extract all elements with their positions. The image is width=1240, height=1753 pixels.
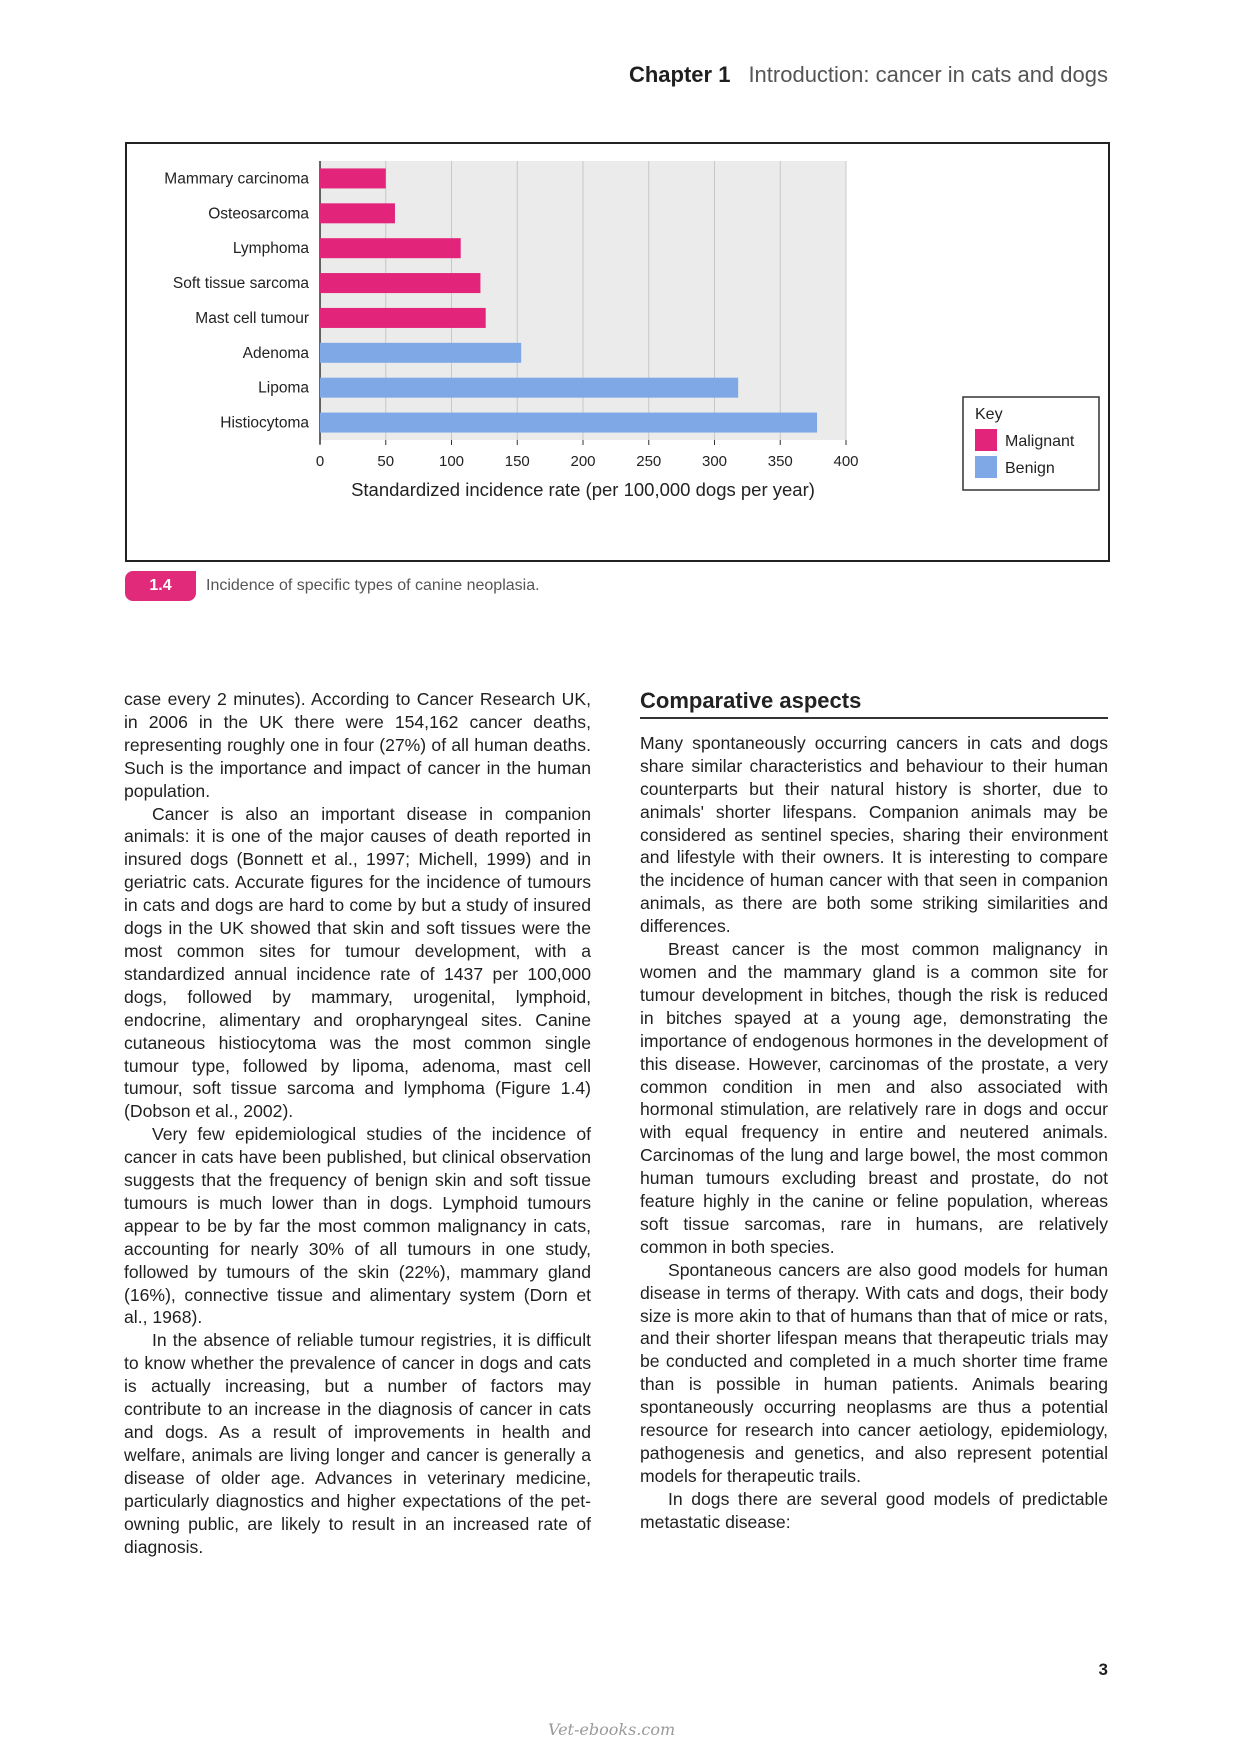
- right-column: [640, 690, 1108, 1534]
- left-column: [124, 688, 591, 1558]
- x-tick-label: 350: [767, 453, 793, 470]
- bar: [320, 343, 521, 363]
- bar: [320, 308, 486, 328]
- x-tick-label: 200: [570, 453, 596, 470]
- category-label: Adenoma: [242, 344, 309, 362]
- x-tick-label: 250: [636, 453, 662, 470]
- chapter-number: Chapter 1: [628, 62, 731, 87]
- figure-box: [125, 142, 1110, 562]
- bar: [320, 238, 461, 258]
- bar: [320, 168, 386, 188]
- figure-number-badge: 1.4: [125, 571, 196, 601]
- x-tick-label: 150: [504, 453, 530, 470]
- paragraph: In the absence of reliable tumour registries, it is difficult to know whether the prevalence of cancer in dogs and cats is actually increasing, but a number of factors may contribute to an increase in the diagnosis of cancer in cats and dogs. As a result of improvements in health and welfare, animals are living longer and cancer is generally a disease of older age. Advances in veterinary medicine, particularly diagnostics and higher expectations of the pet-owning public, are likely to result in an increased rate of diagnosis.: [124, 1330, 591, 1557]
- legend-swatch: [975, 429, 997, 451]
- section-heading: Comparative aspects: [640, 690, 1108, 719]
- x-tick-label: 300: [701, 453, 728, 470]
- figure-caption: [125, 571, 540, 601]
- paragraph: case every 2 minutes). According to Cancer Research UK, in 2006 in the UK there were 154,162 cancer deaths, representing roughly one in four (27%) of all human deaths. Such is the importance and impact of cancer in the human population.: [124, 689, 591, 801]
- category-label: Mammary carcinoma: [164, 170, 309, 188]
- paragraph: Very few epidemiological studies of the incidence of cancer in cats have been published, but clinical observation suggests that the frequency of benign skin and soft tissue tumours is much lower than in dogs. Lymphoid tumours appear to be by far the most common malignancy in cats, accounting for nearly 30% of all tumours in one study, followed by tumours of the skin (22%), mammary gland (16%), connective tissue and alimentary system (Dorn et al., 1968).: [124, 1124, 591, 1328]
- figure-caption-text: Incidence of specific types of canine neoplasia.: [206, 577, 540, 594]
- paragraph: Breast cancer is the most common malignancy in women and the mammary gland is a common site for tumour development in bitches, though the risk is reduced in bitches spayed at a young age, demonstrating the importance of endogenous hormones in the development of this disease. However, carcinomas of the prostate, a very common condition in men and also associated with hormonal stimulation, are relatively rare in dogs and occur with equal frequency in entire and neutered animals. Carcinomas of the lung and large bowel, the most common human tumours excluding breast and prostate, do not feature highly in the canine or feline population, whereas soft tissue sarcomas, rare in humans, are relatively common in both species.: [640, 939, 1108, 1257]
- bar: [320, 273, 480, 293]
- page-number: 3: [1098, 1660, 1108, 1679]
- x-tick-label: 0: [315, 453, 325, 470]
- paragraph: Spontaneous cancers are also good models for human disease in terms of therapy. With cats and dogs, their body size is more akin to that of humans than that of mice or rats, and their shorter lifespan means that therapeutic trials may be conducted and completed in a much shorter time frame than is possible in human patients. Animals bearing spontaneously occurring neoplasms are thus a potential resource for research into cancer aetiology, epidemiology, pathogenesis and genetics, and also represent potential models for therapeutic trails.: [640, 1259, 1108, 1486]
- bar: [320, 413, 817, 433]
- chapter-title: Introduction: cancer in cats and dogs: [748, 62, 1108, 87]
- category-label: Lymphoma: [232, 240, 309, 258]
- x-tick-label: 100: [438, 453, 465, 470]
- category-label: Lipoma: [258, 379, 309, 397]
- paragraph: In dogs there are several good models of predictable metastatic disease:: [640, 1488, 1108, 1532]
- paragraph: Many spontaneously occurring cancers in cats and dogs share similar characteristics and behaviour to their human counterparts but their natural history is shorter, due to animals' shorter lifespans. Companion animals may be considered as sentinel species, sharing their environment and lifestyle with their owners. It is interesting to compare the incidence of human cancer with that seen in companion animals, as there are both some striking similarities and differences.: [640, 732, 1108, 937]
- category-label: Mast cell tumour: [195, 309, 309, 327]
- category-label: Histiocytoma: [220, 414, 309, 432]
- category-label: Osteosarcoma: [208, 205, 309, 223]
- bar: [320, 203, 395, 223]
- legend-label: Benign: [1005, 460, 1055, 477]
- bar: [320, 378, 738, 398]
- x-tick-label: 400: [833, 453, 859, 470]
- x-tick-label: 50: [377, 453, 395, 470]
- legend-title: Key: [975, 406, 1003, 423]
- bar-chart: [127, 144, 1108, 560]
- x-axis-label: Standardized incidence rate (per 100,000 dogs per year): [351, 479, 815, 500]
- category-label: Soft tissue sarcoma: [172, 275, 309, 293]
- watermark-logo: Vet-ebooks.com: [548, 1720, 676, 1739]
- running-header: [629, 62, 1108, 88]
- legend-swatch: [975, 456, 997, 478]
- legend-label: Malignant: [1005, 433, 1075, 450]
- paragraph: Cancer is also an important disease in companion animals: it is one of the major causes of death reported in insured dogs (Bonnett et al., 1997; Michell, 1999) and in geriatric cats. Accurate figures for the incidence of tumours in cats and dogs are hard to come by but a study of insured dogs in the UK showed that skin and soft tissues were the most common sites for tumour development, with a standardized annual incidence rate of 1437 per 100,000 dogs, followed by mammary, urogenital, lymphoid, endocrine, alimentary and oropharyngeal sites. Canine cutaneous histiocytoma was the most common single tumour type, followed by lipoma, adenoma, mast cell tumour, soft tissue sarcoma and lymphoma (Figure 1.4) (Dobson et al., 2002).: [124, 803, 591, 1122]
